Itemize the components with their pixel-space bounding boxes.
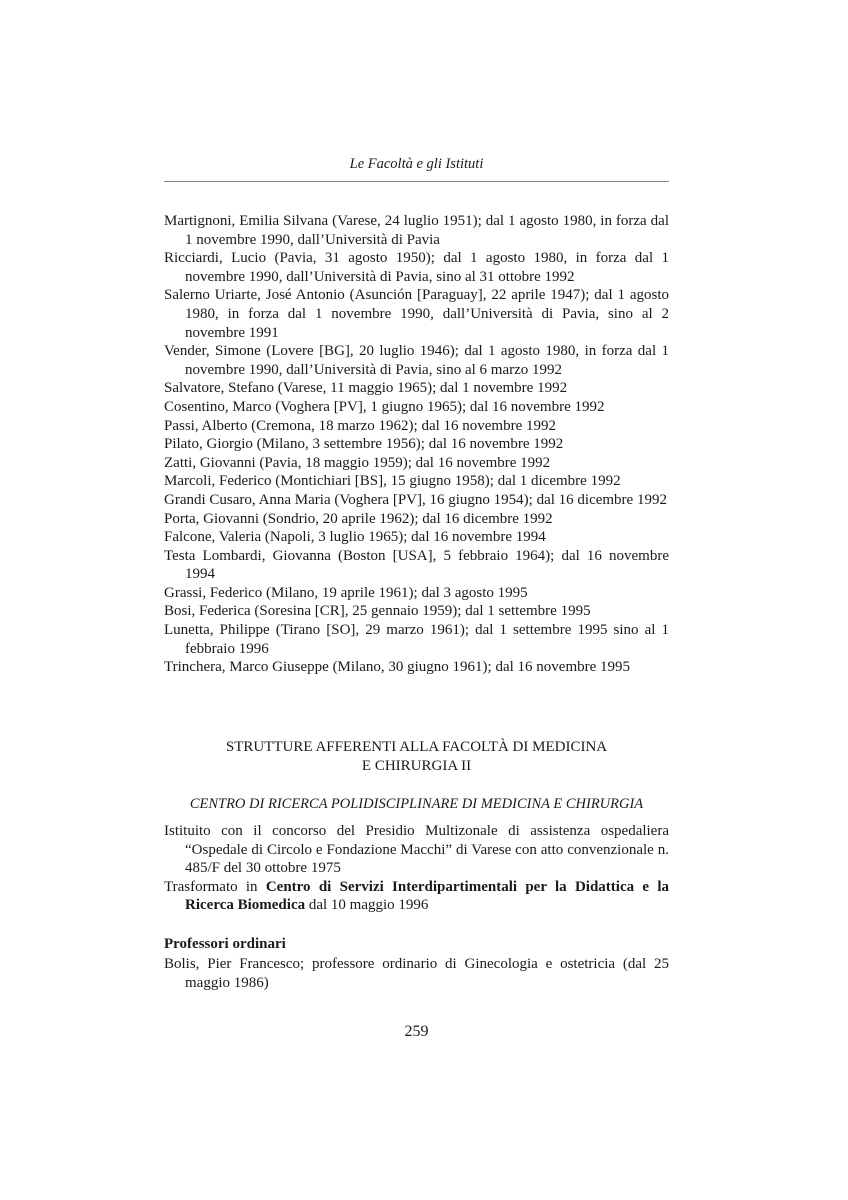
list-item: Grandi Cusaro, Anna Maria (Voghera [PV], 16 giugno 1954); dal 16 dicembre 1992 [164,491,667,508]
list-item: Marcoli, Federico (Montichiari [BS], 15 giugno 1958); dal 1 dicembre 1992 [164,473,621,490]
section-notes [164,822,669,915]
list-item: Cosentino, Marco (Voghera [PV], 1 giugno 1965); dal 16 novembre 1992 [164,398,605,415]
staff-entries-list [164,212,669,677]
list-item: Bosi, Federica (Soresina [CR], 25 gennaio 1959); dal 1 settembre 1995 [164,603,591,620]
transformation-suffix: dal 10 maggio 1996 [305,897,429,914]
transformation-name: Centro di Servizi Interdipartimentali per la Didattica e la Ricerca Biomedica [185,878,669,914]
list-item: Salerno Uriarte, José Antonio (Asunción [Paraguay], 22 aprile 1947); dal 1 agosto 1980, in forza dal 1 novembre 1990, dall’Università di Pavia, sino al 2 novembre 1991 [164,287,669,341]
transformation-note [164,878,669,915]
section-title-line1: STRUTTURE AFFERENTI ALLA FACOLTÀ DI MEDICINA [225,739,608,755]
list-item: Ricciardi, Lucio (Pavia, 31 agosto 1950); dal 1 agosto 1980, in forza dal 1 novembre 1990, dall’Università di Pavia, sino al 31 ottobre 1992 [164,250,669,285]
transformation-prefix: Trasformato in [164,878,266,895]
list-item: Lunetta, Philippe (Tirano [SO], 29 marzo 1961); dal 1 settembre 1995 sino al 1 febbraio 1996 [164,622,669,657]
list-item: Salvatore, Stefano (Varese, 11 maggio 1965); dal 1 novembre 1992 [164,380,568,397]
section-title [164,738,669,775]
list-item: Zatti, Giovanni (Pavia, 18 maggio 1959); dal 16 novembre 1992 [164,454,551,471]
founding-note: Istituito con il concorso del Presidio Multizonale di assistenza ospedaliera “Ospedale di Circolo e Fondazione Macchi” di Varese con atto convenzionale n. 485/F del 30 ottobre 1975 [164,823,669,877]
list-item: Martignoni, Emilia Silvana (Varese, 24 luglio 1951); dal 1 agosto 1980, in forza dal 1 novembre 1990, dall’Università di Pavia [164,213,669,248]
professors-heading: Professori ordinari [164,936,286,952]
list-item: Grassi, Federico (Milano, 19 aprile 1961); dal 3 agosto 1995 [164,584,528,601]
section-title-line2: E CHIRURGIA II [361,757,472,774]
running-head-title: Le Facoltà e gli Istituti [349,156,484,172]
list-item: Trinchera, Marco Giuseppe (Milano, 30 giugno 1961); dal 16 novembre 1995 [164,659,631,676]
page-number: 259 [404,1023,429,1040]
list-item: Testa Lombardi, Giovanna (Boston [USA], 5 febbraio 1964); dal 16 novembre 1994 [164,547,669,583]
header-rule [164,181,669,182]
list-item: Falcone, Valeria (Napoli, 3 luglio 1965); dal 16 novembre 1994 [164,529,546,546]
list-item: Passi, Alberto (Cremona, 18 marzo 1962); dal 16 novembre 1992 [164,417,557,434]
list-item: Vender, Simone (Lovere [BG], 20 luglio 1946); dal 1 agosto 1980, in forza dal 1 novembre 1990, dall’Università di Pavia, sino al 6 marzo 1992 [164,343,669,378]
list-item: Bolis, Pier Francesco; professore ordinario di Ginecologia e ostetricia (dal 25 maggio 1986) [164,956,669,991]
professors-list [164,955,669,992]
list-item: Pilato, Giorgio (Milano, 3 settembre 1956); dal 16 novembre 1992 [164,436,564,453]
list-item: Porta, Giovanni (Sondrio, 20 aprile 1962); dal 16 dicembre 1992 [164,510,553,527]
subsection-title: CENTRO DI RICERCA POLIDISCIPLINARE DI MEDICINA E CHIRURGIA [189,796,644,812]
